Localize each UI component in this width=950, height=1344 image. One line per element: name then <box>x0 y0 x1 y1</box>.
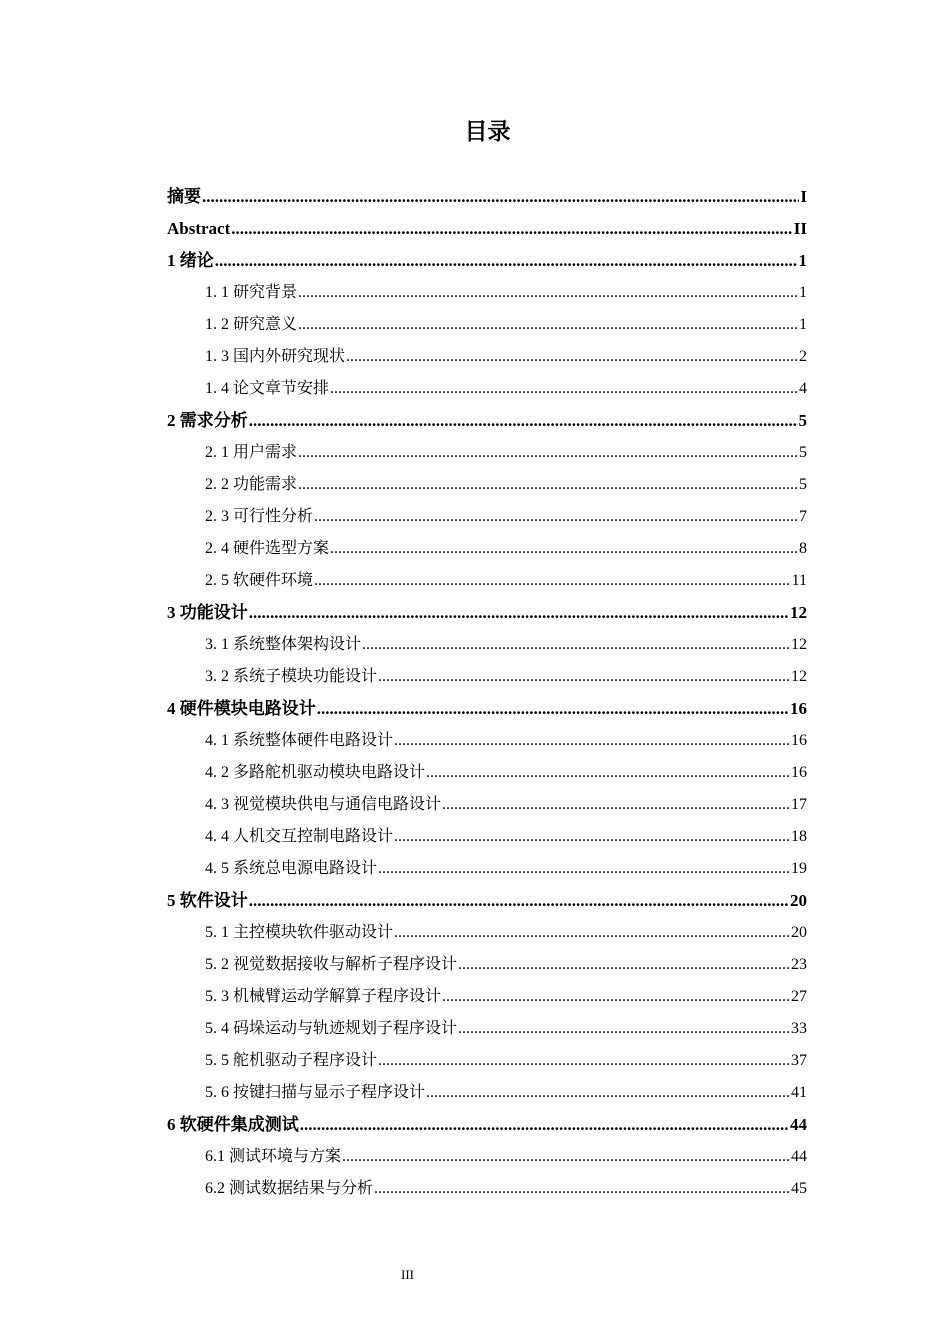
toc-entry-label: 6.2 测试数据结果与分析 <box>205 1180 374 1197</box>
toc-entry-page-number: 1 <box>799 284 807 301</box>
toc-section-entry <box>167 821 807 853</box>
toc-section-entry <box>167 1013 807 1045</box>
toc-entry-label: 1. 2 研究意义 <box>205 316 298 333</box>
toc-entry-label: 5. 5 舵机驱动子程序设计 <box>205 1052 378 1069</box>
toc-entry-page-number: 33 <box>791 1020 807 1037</box>
toc-entry-page-number: 19 <box>791 860 807 877</box>
toc-entry-page-number: 5 <box>798 411 807 430</box>
dot-leader <box>442 981 790 1013</box>
toc-section-entry <box>167 1045 807 1077</box>
toc-entry-page-number: 41 <box>791 1084 807 1101</box>
toc-entry-label: 6 软硬件集成测试 <box>167 1115 299 1134</box>
toc-section-entry <box>167 1077 807 1109</box>
toc-chapter-entry <box>167 885 807 917</box>
toc-entry-page-number: 7 <box>799 508 807 525</box>
toc-entry-label: Abstract <box>167 219 231 238</box>
toc-entry-page-number: 20 <box>790 891 807 910</box>
dot-leader <box>374 1173 790 1205</box>
toc-section-entry <box>167 1141 807 1173</box>
toc-entry-page-number: 12 <box>791 668 807 685</box>
toc-entry-page-number: I <box>800 187 807 206</box>
dot-leader <box>298 277 798 309</box>
toc-chapter-entry <box>167 405 807 437</box>
toc-section-entry <box>167 981 807 1013</box>
toc-chapter-entry <box>167 693 807 725</box>
toc-entry-page-number: 4 <box>799 380 807 397</box>
toc-entry-page-number: II <box>793 219 807 238</box>
toc-section-entry <box>167 565 807 597</box>
toc-entry-page-number: 11 <box>791 572 807 589</box>
toc-entry-label: 1. 1 研究背景 <box>205 284 298 301</box>
toc-entry-label: 1. 3 国内外研究现状 <box>205 348 346 365</box>
page-title: 目录 <box>464 119 511 145</box>
dot-leader <box>231 213 793 245</box>
toc-entry-label: 4. 1 系统整体硬件电路设计 <box>205 732 394 749</box>
toc-section-entry <box>167 1173 807 1205</box>
toc-entry-page-number: 16 <box>791 764 807 781</box>
toc-entry-label: 3. 2 系统子模块功能设计 <box>205 668 378 685</box>
dot-leader <box>394 917 790 949</box>
toc-entry-page-number: 27 <box>791 988 807 1005</box>
dot-leader <box>215 245 798 277</box>
toc-entry-page-number: 20 <box>791 924 807 941</box>
toc-entry-page-number: 2 <box>799 348 807 365</box>
toc-entry-label: 5 软件设计 <box>167 891 248 910</box>
toc-entry-label: 2 需求分析 <box>167 411 248 430</box>
toc-chapter-entry <box>167 245 807 277</box>
dot-leader <box>330 533 798 565</box>
table-of-contents <box>167 181 807 1205</box>
toc-entry-page-number: 8 <box>799 540 807 557</box>
toc-section-entry <box>167 469 807 501</box>
toc-entry-page-number: 1 <box>799 316 807 333</box>
dot-leader <box>298 437 798 469</box>
toc-section-entry <box>167 533 807 565</box>
toc-entry-page-number: 5 <box>799 444 807 461</box>
toc-entry-label: 4. 3 视觉模块供电与通信电路设计 <box>205 796 442 813</box>
dot-leader <box>458 1013 790 1045</box>
toc-entry-page-number: 12 <box>790 603 807 622</box>
dot-leader <box>394 725 790 757</box>
toc-entry-label: 2. 4 硬件选型方案 <box>205 540 330 557</box>
dot-leader <box>458 949 790 981</box>
toc-entry-label: 摘要 <box>167 187 201 206</box>
toc-chapter-entry <box>167 213 807 245</box>
toc-section-entry <box>167 725 807 757</box>
toc-entry-label: 5. 4 码垛运动与轨迹规划子程序设计 <box>205 1020 458 1037</box>
toc-entry-page-number: 17 <box>791 796 807 813</box>
dot-leader <box>249 405 798 437</box>
dot-leader <box>298 309 798 341</box>
toc-entry-label: 5. 2 视觉数据接收与解析子程序设计 <box>205 956 458 973</box>
toc-section-entry <box>167 501 807 533</box>
dot-leader <box>426 757 790 789</box>
toc-entry-page-number: 23 <box>791 956 807 973</box>
dot-leader <box>300 1109 789 1141</box>
toc-section-entry <box>167 437 807 469</box>
toc-entry-page-number: 16 <box>790 699 807 718</box>
toc-chapter-entry <box>167 597 807 629</box>
toc-entry-label: 6.1 测试环境与方案 <box>205 1148 342 1165</box>
dot-leader <box>249 885 789 917</box>
dot-leader <box>394 821 790 853</box>
toc-section-entry <box>167 277 807 309</box>
dot-leader <box>298 469 798 501</box>
dot-leader <box>317 693 789 725</box>
toc-entry-label: 4. 2 多路舵机驱动模块电路设计 <box>205 764 426 781</box>
toc-entry-page-number: 1 <box>798 251 807 270</box>
toc-entry-label: 4. 5 系统总电源电路设计 <box>205 860 378 877</box>
toc-entry-label: 2. 2 功能需求 <box>205 476 298 493</box>
toc-entry-label: 5. 1 主控模块软件驱动设计 <box>205 924 394 941</box>
page-number: III <box>401 1267 414 1282</box>
dot-leader <box>442 789 790 821</box>
toc-chapter-entry <box>167 1109 807 1141</box>
toc-entry-label: 2. 1 用户需求 <box>205 444 298 461</box>
dot-leader <box>378 1045 790 1077</box>
toc-entry-page-number: 12 <box>791 636 807 653</box>
dot-leader <box>362 629 790 661</box>
toc-section-entry <box>167 757 807 789</box>
dot-leader <box>346 341 798 373</box>
toc-entry-label: 5. 6 按键扫描与显示子程序设计 <box>205 1084 426 1101</box>
toc-section-entry <box>167 789 807 821</box>
toc-entry-label: 3 功能设计 <box>167 603 248 622</box>
toc-entry-page-number: 44 <box>790 1115 807 1134</box>
toc-section-entry <box>167 629 807 661</box>
dot-leader <box>378 661 790 693</box>
toc-entry-label: 2. 3 可行性分析 <box>205 508 314 525</box>
toc-entry-page-number: 37 <box>791 1052 807 1069</box>
toc-section-entry <box>167 853 807 885</box>
toc-entry-page-number: 44 <box>791 1148 807 1165</box>
dot-leader <box>249 597 789 629</box>
dot-leader <box>378 853 790 885</box>
toc-entry-label: 3. 1 系统整体架构设计 <box>205 636 362 653</box>
toc-section-entry <box>167 373 807 405</box>
dot-leader <box>202 181 799 213</box>
toc-entry-page-number: 18 <box>791 828 807 845</box>
toc-entry-label: 2. 5 软硬件环境 <box>205 572 314 589</box>
dot-leader <box>314 501 798 533</box>
toc-entry-page-number: 45 <box>791 1180 807 1197</box>
toc-section-entry <box>167 949 807 981</box>
dot-leader <box>426 1077 790 1109</box>
toc-entry-label: 1 绪论 <box>167 251 214 270</box>
toc-entry-label: 4. 4 人机交互控制电路设计 <box>205 828 394 845</box>
dot-leader <box>342 1141 790 1173</box>
toc-entry-label: 5. 3 机械臂运动学解算子程序设计 <box>205 988 442 1005</box>
dot-leader <box>330 373 798 405</box>
toc-chapter-entry <box>167 181 807 213</box>
toc-entry-label: 4 硬件模块电路设计 <box>167 699 316 718</box>
toc-section-entry <box>167 917 807 949</box>
toc-section-entry <box>167 661 807 693</box>
toc-entry-label: 1. 4 论文章节安排 <box>205 380 330 397</box>
dot-leader <box>314 565 791 597</box>
toc-section-entry <box>167 341 807 373</box>
toc-entry-page-number: 5 <box>799 476 807 493</box>
toc-entry-page-number: 16 <box>791 732 807 749</box>
toc-section-entry <box>167 309 807 341</box>
